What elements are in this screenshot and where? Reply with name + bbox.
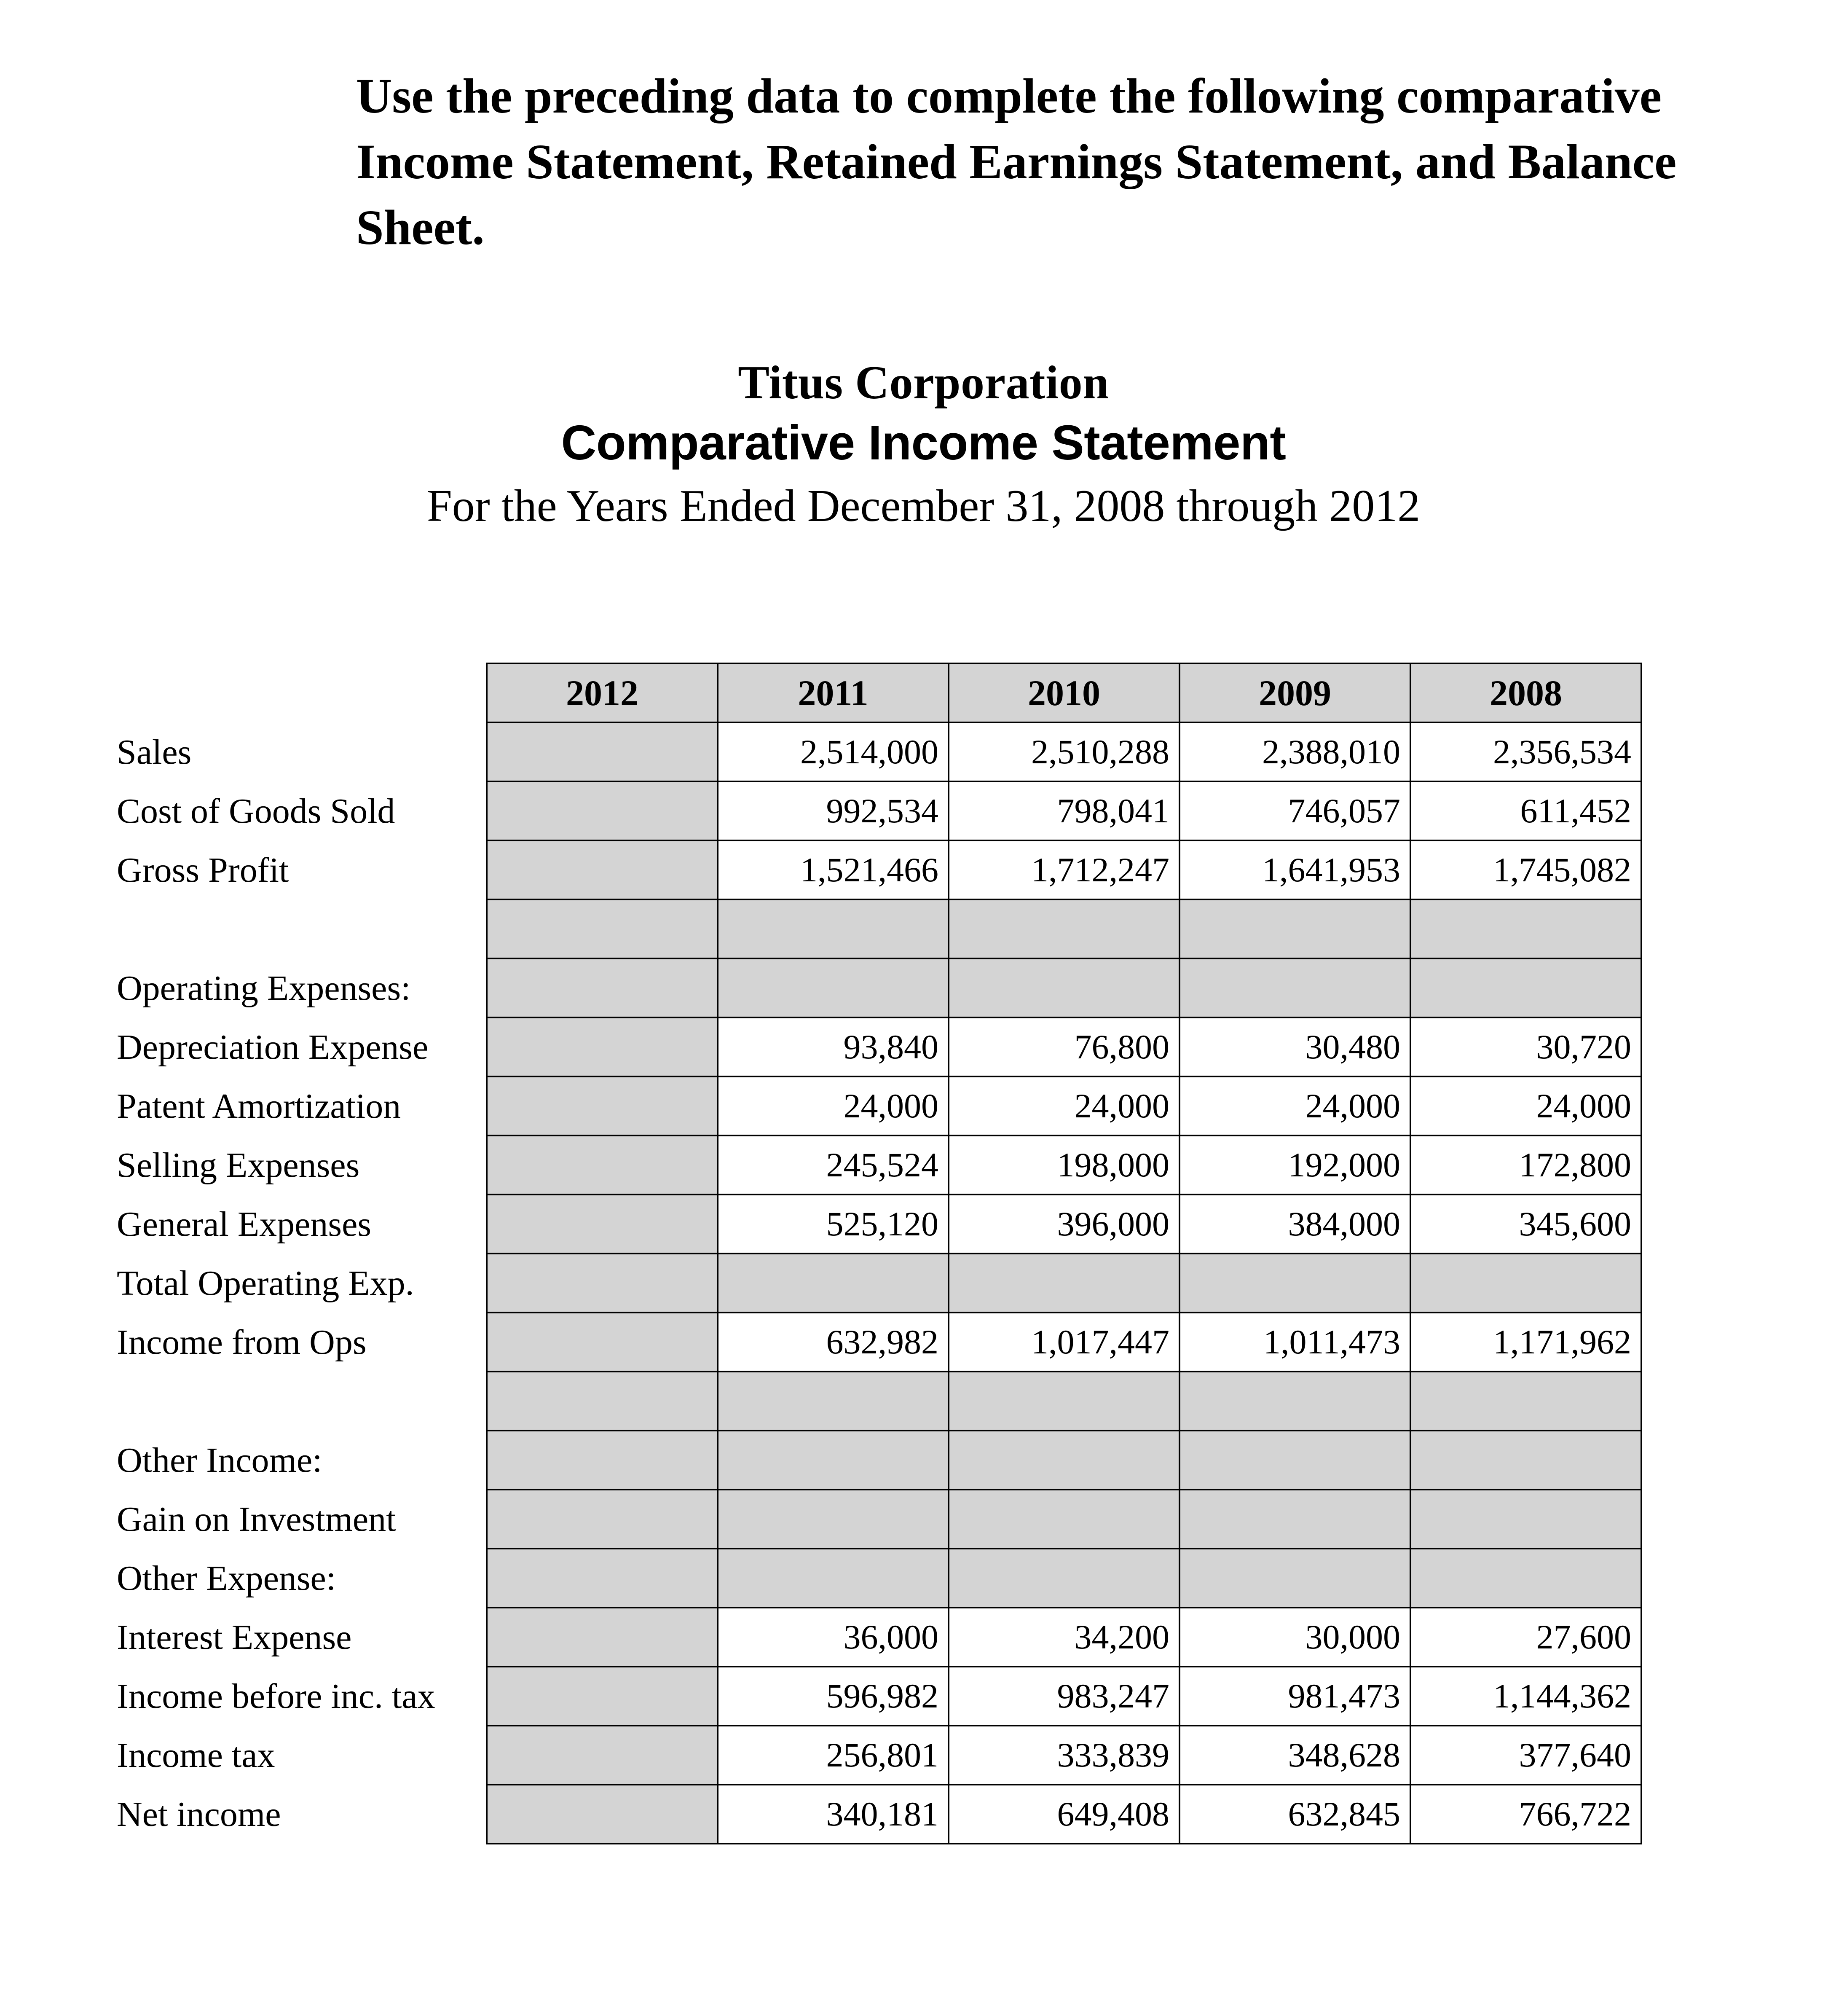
cell-2008[interactable]: 30,720	[1410, 1017, 1641, 1076]
cell-2009[interactable]	[1180, 958, 1410, 1017]
cell-2010[interactable]: 34,200	[949, 1608, 1180, 1667]
table-row	[107, 1490, 1641, 1549]
table-row	[107, 1431, 1641, 1490]
cell-2012[interactable]	[487, 1372, 718, 1431]
cell-2011[interactable]: 93,840	[718, 1017, 949, 1076]
table-row	[107, 840, 1641, 899]
cell-2011[interactable]: 992,534	[718, 781, 949, 840]
table-row	[107, 1372, 1641, 1431]
cell-2010[interactable]	[949, 899, 1180, 958]
cell-2012[interactable]	[487, 1726, 718, 1785]
table-header-row	[107, 663, 1641, 722]
row-label: Other Income:	[117, 1440, 322, 1480]
cell-2009[interactable]: 384,000	[1180, 1195, 1410, 1254]
row-label: Income tax	[117, 1735, 275, 1775]
cell-2010[interactable]: 76,800	[949, 1017, 1180, 1076]
cell-2012[interactable]	[487, 1195, 718, 1254]
cell-2012[interactable]	[487, 781, 718, 840]
cell-2008[interactable]	[1410, 1254, 1641, 1313]
cell-2009[interactable]: 632,845	[1180, 1785, 1410, 1844]
cell-2008[interactable]: 2,356,534	[1410, 722, 1641, 781]
cell-2010[interactable]: 24,000	[949, 1076, 1180, 1136]
table-row	[107, 1549, 1641, 1608]
cell-2009[interactable]: 981,473	[1180, 1667, 1410, 1726]
cell-2012[interactable]	[487, 1785, 718, 1844]
cell-2009[interactable]: 24,000	[1180, 1076, 1410, 1136]
cell-2010[interactable]: 396,000	[949, 1195, 1180, 1254]
cell-2008[interactable]: 766,722	[1410, 1785, 1641, 1844]
cell-2011[interactable]: 24,000	[718, 1076, 949, 1136]
cell-2008[interactable]: 24,000	[1410, 1076, 1641, 1136]
table-row	[107, 781, 1641, 840]
row-label: Selling Expenses	[117, 1145, 360, 1185]
table-row	[107, 1726, 1641, 1785]
table-row	[107, 1785, 1641, 1844]
cell-2011[interactable]: 2,514,000	[718, 722, 949, 781]
cell-2008[interactable]	[1410, 899, 1641, 958]
row-label: Depreciation Expense	[117, 1027, 429, 1067]
row-label: Total Operating Exp.	[117, 1263, 414, 1303]
row-label: Other Expense:	[117, 1558, 336, 1598]
table-row	[107, 1608, 1641, 1667]
cell-2010[interactable]	[949, 1254, 1180, 1313]
cell-2010[interactable]	[949, 1549, 1180, 1608]
cell-2010[interactable]: 649,408	[949, 1785, 1180, 1844]
income-statement-table-wrap	[107, 663, 1641, 1844]
cell-2010[interactable]: 983,247	[949, 1667, 1180, 1726]
cell-2012[interactable]	[487, 899, 718, 958]
cell-2009[interactable]: 2,388,010	[1180, 722, 1410, 781]
cell-2008[interactable]	[1410, 1549, 1641, 1608]
cell-2012[interactable]	[487, 1431, 718, 1490]
cell-2010[interactable]: 1,712,247	[949, 840, 1180, 899]
cell-2009[interactable]: 192,000	[1180, 1136, 1410, 1195]
cell-2010[interactable]	[949, 1431, 1180, 1490]
cell-2008[interactable]: 1,745,082	[1410, 840, 1641, 899]
table-row	[107, 1254, 1641, 1313]
row-label: Gain on Investment	[117, 1499, 396, 1539]
cell-2012[interactable]	[487, 840, 718, 899]
cell-2010[interactable]: 2,510,288	[949, 722, 1180, 781]
cell-2011[interactable]: 36,000	[718, 1608, 949, 1667]
cell-2010[interactable]: 333,839	[949, 1726, 1180, 1785]
cell-2010[interactable]: 798,041	[949, 781, 1180, 840]
table-row	[107, 1017, 1641, 1076]
table-row	[107, 1195, 1641, 1254]
cell-2012[interactable]	[487, 1254, 718, 1313]
column-header-2010: 2010	[949, 663, 1180, 722]
cell-2012[interactable]	[487, 1017, 718, 1076]
cell-2011[interactable]	[718, 1490, 949, 1549]
statement-title: Comparative Income Statement	[561, 415, 1286, 470]
row-label	[107, 1372, 487, 1431]
cell-2009[interactable]	[1180, 1490, 1410, 1549]
table-row	[107, 1136, 1641, 1195]
cell-2010[interactable]	[949, 1372, 1180, 1431]
cell-2008[interactable]	[1410, 1490, 1641, 1549]
income-statement-table	[107, 663, 1642, 1844]
statement-header	[0, 354, 1847, 536]
cell-2011[interactable]	[718, 1549, 949, 1608]
row-label: Patent Amortization	[117, 1086, 401, 1126]
cell-2008[interactable]: 377,640	[1410, 1726, 1641, 1785]
cell-2010[interactable]	[949, 958, 1180, 1017]
cell-2011[interactable]	[718, 1254, 949, 1313]
cell-2011[interactable]: 340,181	[718, 1785, 949, 1844]
cell-2009[interactable]: 1,011,473	[1180, 1313, 1410, 1372]
row-label: Cost of Goods Sold	[117, 791, 395, 831]
cell-2010[interactable]: 198,000	[949, 1136, 1180, 1195]
cell-2008[interactable]: 172,800	[1410, 1136, 1641, 1195]
cell-2009[interactable]	[1180, 1549, 1410, 1608]
cell-2009[interactable]: 746,057	[1180, 781, 1410, 840]
cell-2011[interactable]: 245,524	[718, 1136, 949, 1195]
cell-2012[interactable]	[487, 1136, 718, 1195]
cell-2011[interactable]: 256,801	[718, 1726, 949, 1785]
cell-2009[interactable]	[1180, 1372, 1410, 1431]
cell-2010[interactable]	[949, 1490, 1180, 1549]
cell-2009[interactable]: 348,628	[1180, 1726, 1410, 1785]
table-row	[107, 1313, 1641, 1372]
cell-2009[interactable]: 30,000	[1180, 1608, 1410, 1667]
cell-2009[interactable]	[1180, 899, 1410, 958]
row-label: Net income	[117, 1794, 281, 1834]
cell-2011[interactable]	[718, 899, 949, 958]
cell-2008[interactable]: 1,144,362	[1410, 1667, 1641, 1726]
column-header-2011: 2011	[718, 663, 949, 722]
cell-2008[interactable]	[1410, 1431, 1641, 1490]
cell-2012[interactable]	[487, 1608, 718, 1667]
cell-2008[interactable]: 27,600	[1410, 1608, 1641, 1667]
table-row	[107, 1667, 1641, 1726]
company-name: Titus Corporation	[738, 357, 1109, 409]
header-corner	[107, 663, 487, 722]
cell-2011[interactable]: 596,982	[718, 1667, 949, 1726]
row-label	[107, 899, 487, 958]
cell-2008[interactable]: 345,600	[1410, 1195, 1641, 1254]
cell-2009[interactable]: 1,641,953	[1180, 840, 1410, 899]
row-label: Interest Expense	[117, 1617, 352, 1657]
cell-2012[interactable]	[487, 958, 718, 1017]
cell-2011[interactable]: 525,120	[718, 1195, 949, 1254]
row-label: Income before inc. tax	[117, 1676, 435, 1716]
cell-2012[interactable]	[487, 722, 718, 781]
cell-2011[interactable]	[718, 1431, 949, 1490]
row-label: Income from Ops	[117, 1322, 367, 1362]
column-header-2012: 2012	[487, 663, 718, 722]
cell-2008[interactable]: 611,452	[1410, 781, 1641, 840]
cell-2011[interactable]	[718, 958, 949, 1017]
instruction-text: Use the preceding data to complete the following comparative Income Statement, Retained Earnings Statement, and Balance Sheet.	[356, 68, 1677, 255]
cell-2008[interactable]: 1,171,962	[1410, 1313, 1641, 1372]
row-label: General Expenses	[117, 1204, 372, 1244]
cell-2012[interactable]	[487, 1549, 718, 1608]
cell-2011[interactable]: 1,521,466	[718, 840, 949, 899]
statement-period: For the Years Ended December 31, 2008 through 2012	[426, 481, 1421, 531]
row-label: Sales	[117, 732, 192, 772]
cell-2012[interactable]	[487, 1490, 718, 1549]
cell-2008[interactable]	[1410, 1372, 1641, 1431]
cell-2009[interactable]: 30,480	[1180, 1017, 1410, 1076]
cell-2009[interactable]	[1180, 1254, 1410, 1313]
table-row	[107, 1076, 1641, 1136]
table-row	[107, 958, 1641, 1017]
row-label: Operating Expenses:	[117, 968, 411, 1008]
cell-2008[interactable]	[1410, 958, 1641, 1017]
column-header-2009: 2009	[1180, 663, 1410, 722]
table-row	[107, 722, 1641, 781]
cell-2012[interactable]	[487, 1076, 718, 1136]
cell-2012[interactable]	[487, 1313, 718, 1372]
table-row	[107, 899, 1641, 958]
cell-2012[interactable]	[487, 1667, 718, 1726]
cell-2011[interactable]	[718, 1372, 949, 1431]
row-label: Gross Profit	[117, 850, 289, 890]
cell-2009[interactable]	[1180, 1431, 1410, 1490]
cell-2011[interactable]: 632,982	[718, 1313, 949, 1372]
column-header-2008: 2008	[1410, 663, 1641, 722]
cell-2010[interactable]: 1,017,447	[949, 1313, 1180, 1372]
